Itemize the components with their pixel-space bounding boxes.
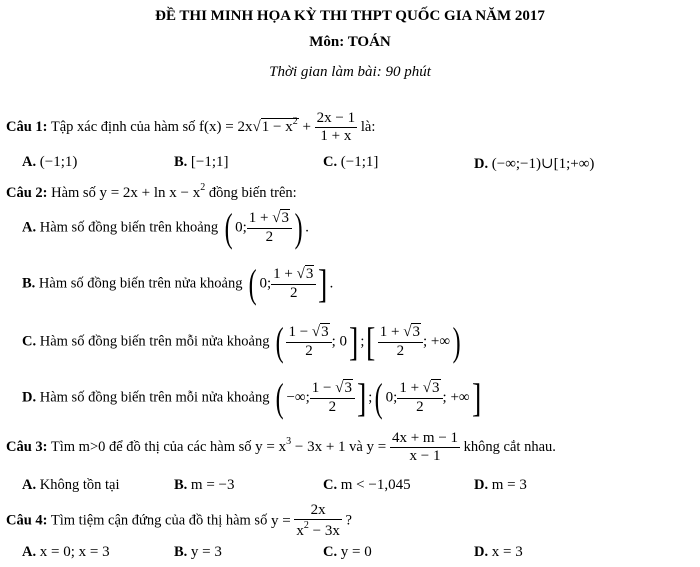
option-key: D. xyxy=(474,544,489,560)
sqrt-content: 3 xyxy=(344,380,352,397)
question-2-label: Câu 2: xyxy=(6,185,48,201)
question-4-text: Tìm tiệm cận đứng của đồ thị hàm số xyxy=(50,512,268,529)
question-2-text: Hàm số xyxy=(51,185,96,201)
period: . xyxy=(305,219,309,236)
q2-option-c[interactable] xyxy=(22,319,463,364)
question-1-text: Tập xác định của hàm số xyxy=(50,119,196,136)
q4-option-c[interactable] xyxy=(323,544,372,561)
option-key: A. xyxy=(22,219,37,236)
q4-option-a[interactable] xyxy=(22,544,110,561)
interval-end: ; +∞ xyxy=(442,389,470,406)
left-paren: ( xyxy=(248,261,257,306)
fraction-numerator: 4x + m − 1 xyxy=(390,430,460,448)
option-key: A. xyxy=(22,544,37,560)
q2-option-b[interactable] xyxy=(22,261,334,306)
left-paren: ( xyxy=(374,375,383,420)
right-paren: ) xyxy=(452,319,461,364)
fraction xyxy=(310,380,355,416)
left-paren: ( xyxy=(275,319,284,364)
option-value: (−1;1) xyxy=(39,154,78,170)
sqrt-content: 3 xyxy=(432,380,440,397)
option-key: C. xyxy=(323,544,338,560)
option-value: y = 3 xyxy=(190,544,222,560)
q1-option-c[interactable] xyxy=(323,154,378,171)
formula-prefix: y = xyxy=(270,512,291,529)
sqrt-text: 1 − x xyxy=(261,119,293,136)
question-4-label: Câu 4: xyxy=(6,512,48,529)
interval-start: −∞; xyxy=(286,389,310,406)
option-text: Hàm số đồng biến trên nửa khoảng xyxy=(38,275,243,292)
sqrt-content: $1 - x^2$ xyxy=(261,116,298,136)
denominator-base: x xyxy=(296,523,304,540)
fraction-numerator: 1 + √3 xyxy=(271,266,316,284)
question-1-formula xyxy=(199,110,361,145)
fraction-denominator: $x^2 - 3x$ xyxy=(296,520,340,540)
denominator-rest: − 3x xyxy=(308,523,340,540)
q1-option-b[interactable] xyxy=(174,154,229,171)
numerator-text: 1 − xyxy=(288,324,312,341)
separator: ; xyxy=(368,389,373,406)
q2-option-a[interactable] xyxy=(22,205,309,250)
option-text: Hàm số đồng biến trên mỗi nửa khoảng xyxy=(39,333,270,350)
option-value: x = 0; x = 3 xyxy=(39,544,110,560)
numerator-text: 1 + xyxy=(248,210,273,227)
question-4 xyxy=(6,502,352,541)
interval-end: ; +∞ xyxy=(422,333,451,350)
fraction xyxy=(294,502,341,541)
option-key: A. xyxy=(22,477,37,493)
sqrt-sign: √ xyxy=(252,119,261,136)
option-key: D. xyxy=(474,477,489,493)
fraction xyxy=(315,110,357,146)
option-key: B. xyxy=(174,154,188,170)
fraction xyxy=(286,324,331,360)
right-bracket: ] xyxy=(349,319,359,364)
sqrt-content: 3 xyxy=(321,324,329,341)
option-key: C. xyxy=(22,333,37,350)
fraction-numerator: 1 + √3 xyxy=(397,380,442,398)
option-value: m < −1,045 xyxy=(340,477,411,493)
question-1 xyxy=(6,110,375,146)
question-3-text: Tìm m>0 để đồ thị của các hàm số xyxy=(50,439,252,456)
numerator-text: 1 − xyxy=(311,380,336,397)
option-key: D. xyxy=(22,389,37,406)
fraction xyxy=(271,266,316,302)
question-1-label: Câu 1: xyxy=(6,119,48,136)
question-4-suffix: ? xyxy=(345,512,352,529)
fraction-numerator: 1 − √3 xyxy=(310,380,355,398)
question-4-formula xyxy=(270,502,342,540)
q1-option-d[interactable] xyxy=(474,154,594,173)
option-text: Hàm số đồng biến trên khoảng xyxy=(39,219,219,236)
option-value: [−1;1] xyxy=(190,154,229,170)
question-3-label: Câu 3: xyxy=(6,439,48,456)
numerator-text: 1 + xyxy=(273,266,297,283)
fraction-numerator: 1 + √3 xyxy=(378,324,423,342)
exam-subject: Môn: TOÁN xyxy=(309,34,391,50)
fraction-denominator: 2 xyxy=(289,284,298,301)
right-bracket: ] xyxy=(318,261,328,306)
interval-start: 0; xyxy=(235,219,247,236)
plus-sign: + xyxy=(302,119,311,136)
option-value: x = 3 xyxy=(491,544,523,560)
exam-time: Thời gian làm bài: 90 phút xyxy=(269,64,431,80)
question-3-formula-1: $y = x^3 - 3x + 1$ xyxy=(255,436,346,456)
fraction-denominator: x − 1 xyxy=(409,448,441,465)
fraction xyxy=(397,380,442,416)
question-1-suffix: là: xyxy=(360,119,376,136)
conjunction: và xyxy=(349,439,363,456)
option-key: B. xyxy=(174,477,188,493)
left-bracket: [ xyxy=(366,319,376,364)
q1-option-a[interactable] xyxy=(22,154,77,171)
interval-start: 0; xyxy=(259,275,272,292)
question-3 xyxy=(6,430,556,466)
separator: ; xyxy=(360,333,365,350)
fraction-numerator: 2x xyxy=(294,502,341,520)
fraction-numerator: 1 − √3 xyxy=(286,324,331,342)
option-key: B. xyxy=(22,275,36,292)
option-value: y = 0 xyxy=(340,544,372,560)
sqrt-content: 3 xyxy=(305,266,314,283)
sqrt-content: 3 xyxy=(281,210,289,227)
fraction-denominator: 2 xyxy=(328,398,337,415)
option-value: m = −3 xyxy=(190,477,235,493)
fraction-denominator: 2 xyxy=(416,398,424,415)
fraction xyxy=(390,430,460,466)
formula-prefix: y = xyxy=(366,439,387,456)
question-3-formula-2 xyxy=(366,430,460,465)
exam-title: ĐỀ THI MINH HỌA KỲ THI THPT QUỐC GIA NĂM 2017 xyxy=(155,8,545,24)
question-2-formula: $y = 2x + \ln x - x^2$ xyxy=(99,182,206,201)
right-bracket: ] xyxy=(471,375,481,420)
option-key: B. xyxy=(174,544,188,560)
option-value: m = 3 xyxy=(491,477,527,493)
left-paren: ( xyxy=(224,205,233,250)
q3-option-a[interactable] xyxy=(22,477,119,494)
fraction-denominator: 2 xyxy=(265,228,274,245)
formula-rest: − 3x + 1 xyxy=(291,439,346,456)
fraction-numerator: 1 + √3 xyxy=(247,210,292,228)
right-paren: ) xyxy=(294,205,303,250)
left-paren: ( xyxy=(275,375,284,420)
formula-text: y = 2x + ln x − x xyxy=(99,185,201,201)
numerator-text: 1 + xyxy=(379,324,404,341)
q4-option-b[interactable] xyxy=(174,544,222,561)
question-2-suffix: đồng biến trên: xyxy=(208,185,297,201)
q3-option-c[interactable] xyxy=(323,477,411,494)
option-key: C. xyxy=(323,154,338,170)
fraction-denominator: 1 + x xyxy=(320,128,352,145)
option-key: C. xyxy=(323,477,338,493)
option-value: Không tồn tại xyxy=(39,477,120,493)
numerator-text: 1 + xyxy=(399,380,423,397)
formula-text: y = x xyxy=(255,439,287,456)
fraction xyxy=(247,210,292,246)
fraction xyxy=(378,324,423,360)
option-value: (−∞;−1)∪[1;+∞) xyxy=(491,156,595,172)
sqrt-content: 3 xyxy=(412,324,420,341)
q3-option-d[interactable] xyxy=(474,477,527,494)
option-value: (−1;1] xyxy=(340,154,379,170)
q2-option-d[interactable] xyxy=(22,375,483,420)
question-3-suffix: không cắt nhau. xyxy=(463,439,556,456)
formula-prefix: f(x) = 2x xyxy=(199,119,253,136)
interval-end: ; 0 xyxy=(331,333,348,350)
period: . xyxy=(329,275,334,292)
q3-option-b[interactable] xyxy=(174,477,235,494)
right-bracket: ] xyxy=(356,375,367,420)
interval-start: 0; xyxy=(385,389,398,406)
option-key: A. xyxy=(22,154,37,170)
fraction-denominator: 2 xyxy=(396,342,405,359)
option-key: D. xyxy=(474,156,489,172)
question-2 xyxy=(6,182,297,202)
fraction-numerator: 2x − 1 xyxy=(315,110,357,128)
fraction-denominator: 2 xyxy=(305,342,313,359)
q4-option-d[interactable] xyxy=(474,544,523,561)
option-text: Hàm số đồng biến trên mỗi nửa khoảng xyxy=(39,389,270,406)
